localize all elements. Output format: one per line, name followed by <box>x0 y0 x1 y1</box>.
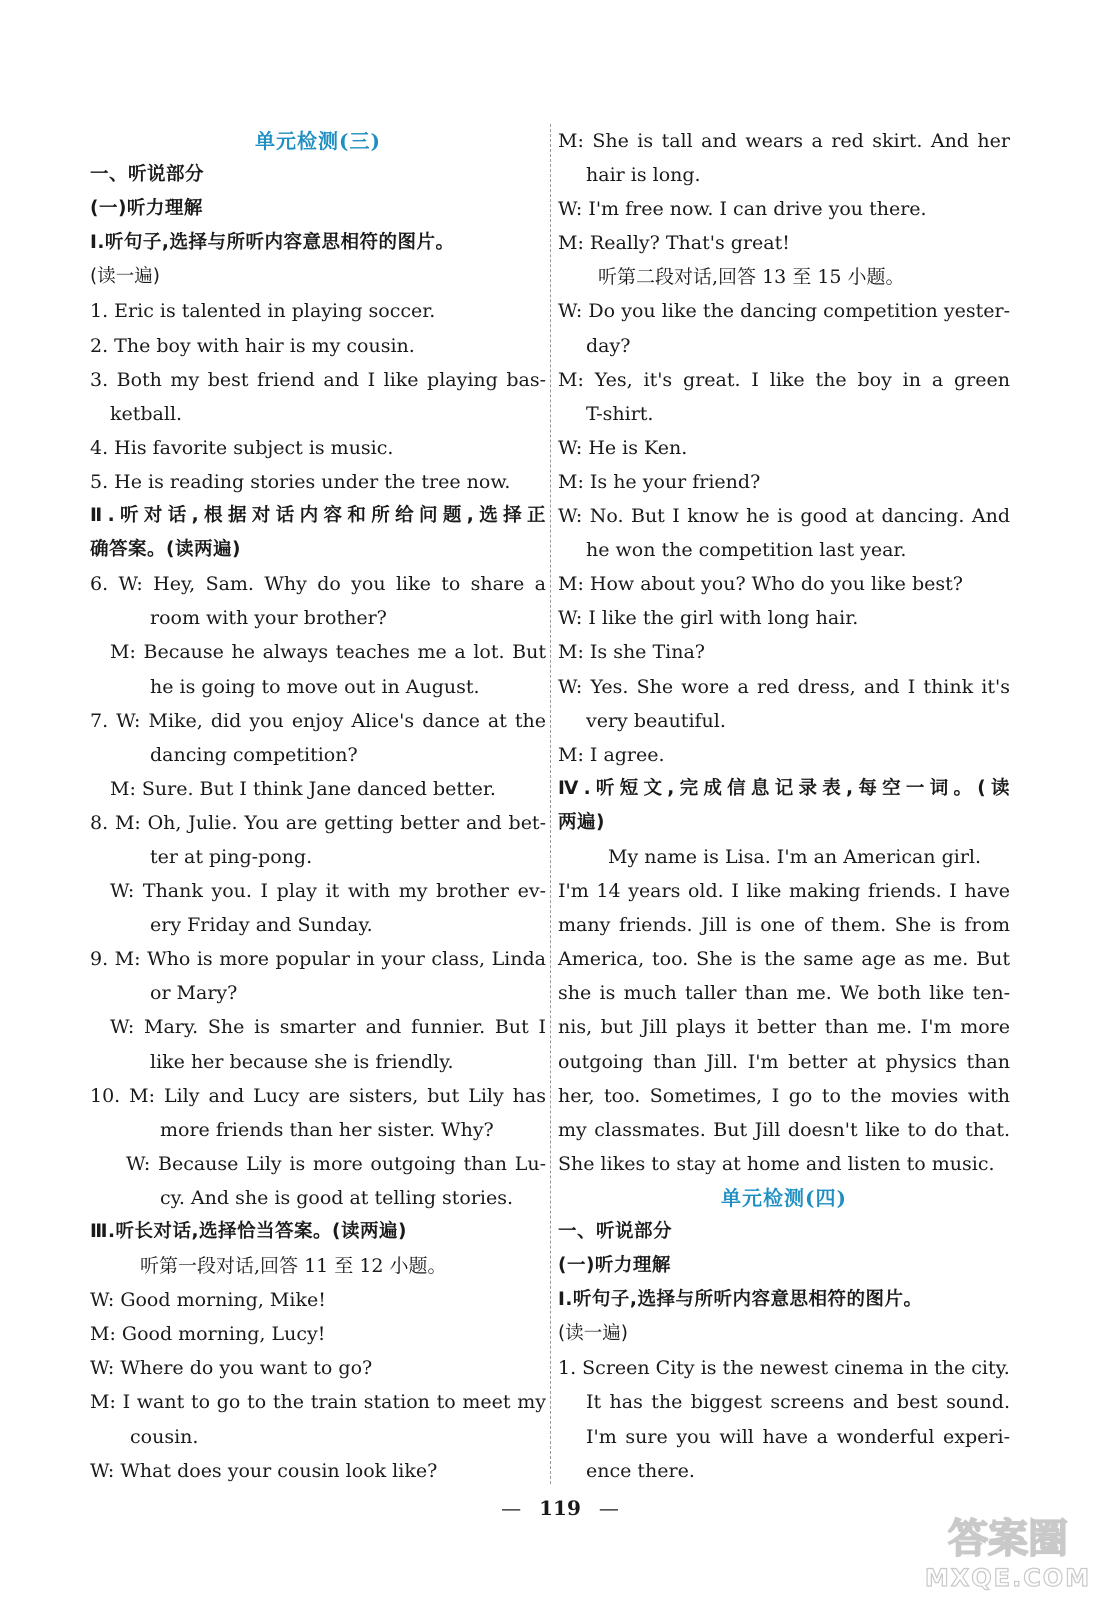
text-line: (读一遍) <box>90 266 160 288</box>
text-line: She likes to stay at home and listen to music. <box>558 1152 995 1175</box>
page-footer: — 119 — <box>501 1496 619 1520</box>
text-line: I'm 14 years old. I like making friends. I have <box>558 880 1010 903</box>
text-line: M: Really? That's great! <box>558 232 790 255</box>
text-line: day? <box>586 334 631 357</box>
text-line: M: Sure. But I think Jane danced better. <box>110 777 496 800</box>
section-heading: 确答案。(读两遍) <box>90 539 241 561</box>
text-line: W: What does your cousin look like? <box>90 1459 438 1482</box>
text-line: W: He is Ken. <box>558 436 688 459</box>
section-title: 单元检测(三) <box>255 129 381 153</box>
text-line: cousin. <box>130 1425 199 1448</box>
text-line: more friends than her sister. Why? <box>160 1118 494 1141</box>
text-line: my classmates. But Jill doesn't like to do that. <box>558 1118 1010 1141</box>
text-line: 1. Screen City is the newest cinema in the city. <box>558 1357 1010 1380</box>
text-line: M: I agree. <box>558 743 665 766</box>
text-line: or Mary? <box>150 982 238 1005</box>
text-line: M: Yes, it's great. I like the boy in a green <box>558 368 1010 391</box>
section-heading: (一)听力理解 <box>558 1255 671 1277</box>
right-column <box>558 124 1010 1488</box>
text-line: very beautiful. <box>586 709 726 732</box>
text-line: dancing competition? <box>150 743 358 766</box>
text-line: W: Thank you. I play it with my brother ev- <box>110 880 546 903</box>
section-heading: Ⅲ.听长对话,选择恰当答案。(读两遍) <box>90 1221 407 1242</box>
text-line: M: How about you? Who do you like best? <box>558 573 963 596</box>
text-line: W: Good morning, Mike! <box>90 1289 326 1312</box>
column-divider <box>550 124 551 1484</box>
section-heading: (一)听力理解 <box>90 198 203 220</box>
text-line: ery Friday and Sunday. <box>150 914 373 937</box>
text-line: 8. M: Oh, Julie. You are getting better and bet- <box>90 811 546 834</box>
text-line: My name is Lisa. I'm an American girl. <box>608 845 982 868</box>
text-line: T-shirt. <box>586 402 654 425</box>
text-line: M: Is she Tina? <box>558 641 705 664</box>
watermark-title: 答案圈 <box>948 1516 1068 1562</box>
text-line: cy. And she is good at telling stories. <box>160 1186 514 1209</box>
text-line: W: No. But I know he is good at dancing. And <box>558 505 1010 528</box>
text-line: It has the biggest screens and best sound. <box>586 1391 1010 1414</box>
text-line: America, too. She is the same age as me. But <box>558 948 1010 971</box>
text-line: 5. He is reading stories under the tree now. <box>90 470 511 493</box>
text-line: W: Yes. She wore a red dress, and I think it's <box>558 675 1010 698</box>
text-line: 10. M: Lily and Lucy are sisters, but Lily has <box>90 1084 546 1107</box>
section-heading: Ⅰ.听句子,选择与所听内容意思相符的图片。 <box>558 1289 923 1311</box>
text-line: ence there. <box>586 1459 695 1482</box>
text-line: 7. W: Mike, did you enjoy Alice's dance at the <box>90 709 546 732</box>
text-line: ter at ping-pong. <box>150 845 313 868</box>
text-line: M: Is he your friend? <box>558 470 761 493</box>
text-line: he is going to move out in August. <box>150 675 480 698</box>
text-line: M: Good morning, Lucy! <box>90 1323 326 1346</box>
text-line: W: Do you like the dancing competition yester- <box>558 300 1010 323</box>
text-line: 听第一段对话,回答 11 至 12 小题。 <box>140 1255 447 1278</box>
section-heading: Ⅰ.听句子,选择与所听内容意思相符的图片。 <box>90 232 455 254</box>
page-number: 119 <box>539 1496 581 1520</box>
text-line: M: She is tall and wears a red skirt. And her <box>558 130 1010 152</box>
text-line: he won the competition last year. <box>586 539 907 562</box>
section-heading: Ⅱ.听对话,根据对话内容和所给问题,选择正 <box>90 505 546 527</box>
text-line: like her because she is friendly. <box>150 1050 454 1073</box>
text-line: W: Where do you want to go? <box>90 1357 373 1380</box>
text-line: 听第二段对话,回答 13 至 15 小题。 <box>598 266 905 289</box>
text-line: ketball. <box>110 402 183 425</box>
left-column <box>90 124 546 1488</box>
text-line: room with your brother? <box>150 607 387 630</box>
text-line: I'm sure you will have a wonderful experi- <box>586 1425 1010 1448</box>
text-line: W: I like the girl with long hair. <box>558 607 859 630</box>
text-line: W: I'm free now. I can drive you there. <box>558 198 927 221</box>
text-line: 9. M: Who is more popular in your class, Linda <box>90 948 546 971</box>
section-title: 单元检测(四) <box>721 1185 847 1210</box>
text-line: M: I want to go to the train station to meet my <box>90 1391 546 1414</box>
text-line: W: Mary. She is smarter and funnier. But I <box>110 1016 546 1039</box>
text-line: (读一遍) <box>558 1323 628 1345</box>
section-heading: Ⅳ.听短文,完成信息记录表,每空一词。(读 <box>558 777 1010 799</box>
text-line: W: Because Lily is more outgoing than Lu- <box>126 1152 546 1175</box>
text-line: 3. Both my best friend and I like playing bas- <box>90 368 546 391</box>
section-heading: 一、听说部分 <box>90 164 205 186</box>
text-line: she is much taller than me. We both like ten- <box>558 982 1010 1005</box>
text-line: many friends. Jill is one of them. She is from <box>558 914 1010 937</box>
text-line: outgoing than Jill. I'm better at physics than <box>558 1050 1010 1073</box>
section-heading: 两遍) <box>558 811 605 833</box>
text-line: her, too. Sometimes, I go to the movies with <box>558 1084 1010 1107</box>
text-line: 4. His favorite subject is music. <box>90 436 394 459</box>
text-line: hair is long. <box>586 164 701 187</box>
text-line: M: Because he always teaches me a lot. But <box>110 641 546 664</box>
watermark-logo <box>908 1508 1108 1594</box>
text-line: 2. The boy with hair is my cousin. <box>90 334 415 357</box>
text-line: nis, but Jill plays it better than me. I'm more <box>558 1016 1010 1039</box>
section-heading: 一、听说部分 <box>558 1221 673 1242</box>
text-line: 6. W: Hey, Sam. Why do you like to share a <box>90 573 546 596</box>
watermark-url: MXQE.COM <box>924 1564 1092 1592</box>
text-line: 1. Eric is talented in playing soccer. <box>90 300 436 323</box>
